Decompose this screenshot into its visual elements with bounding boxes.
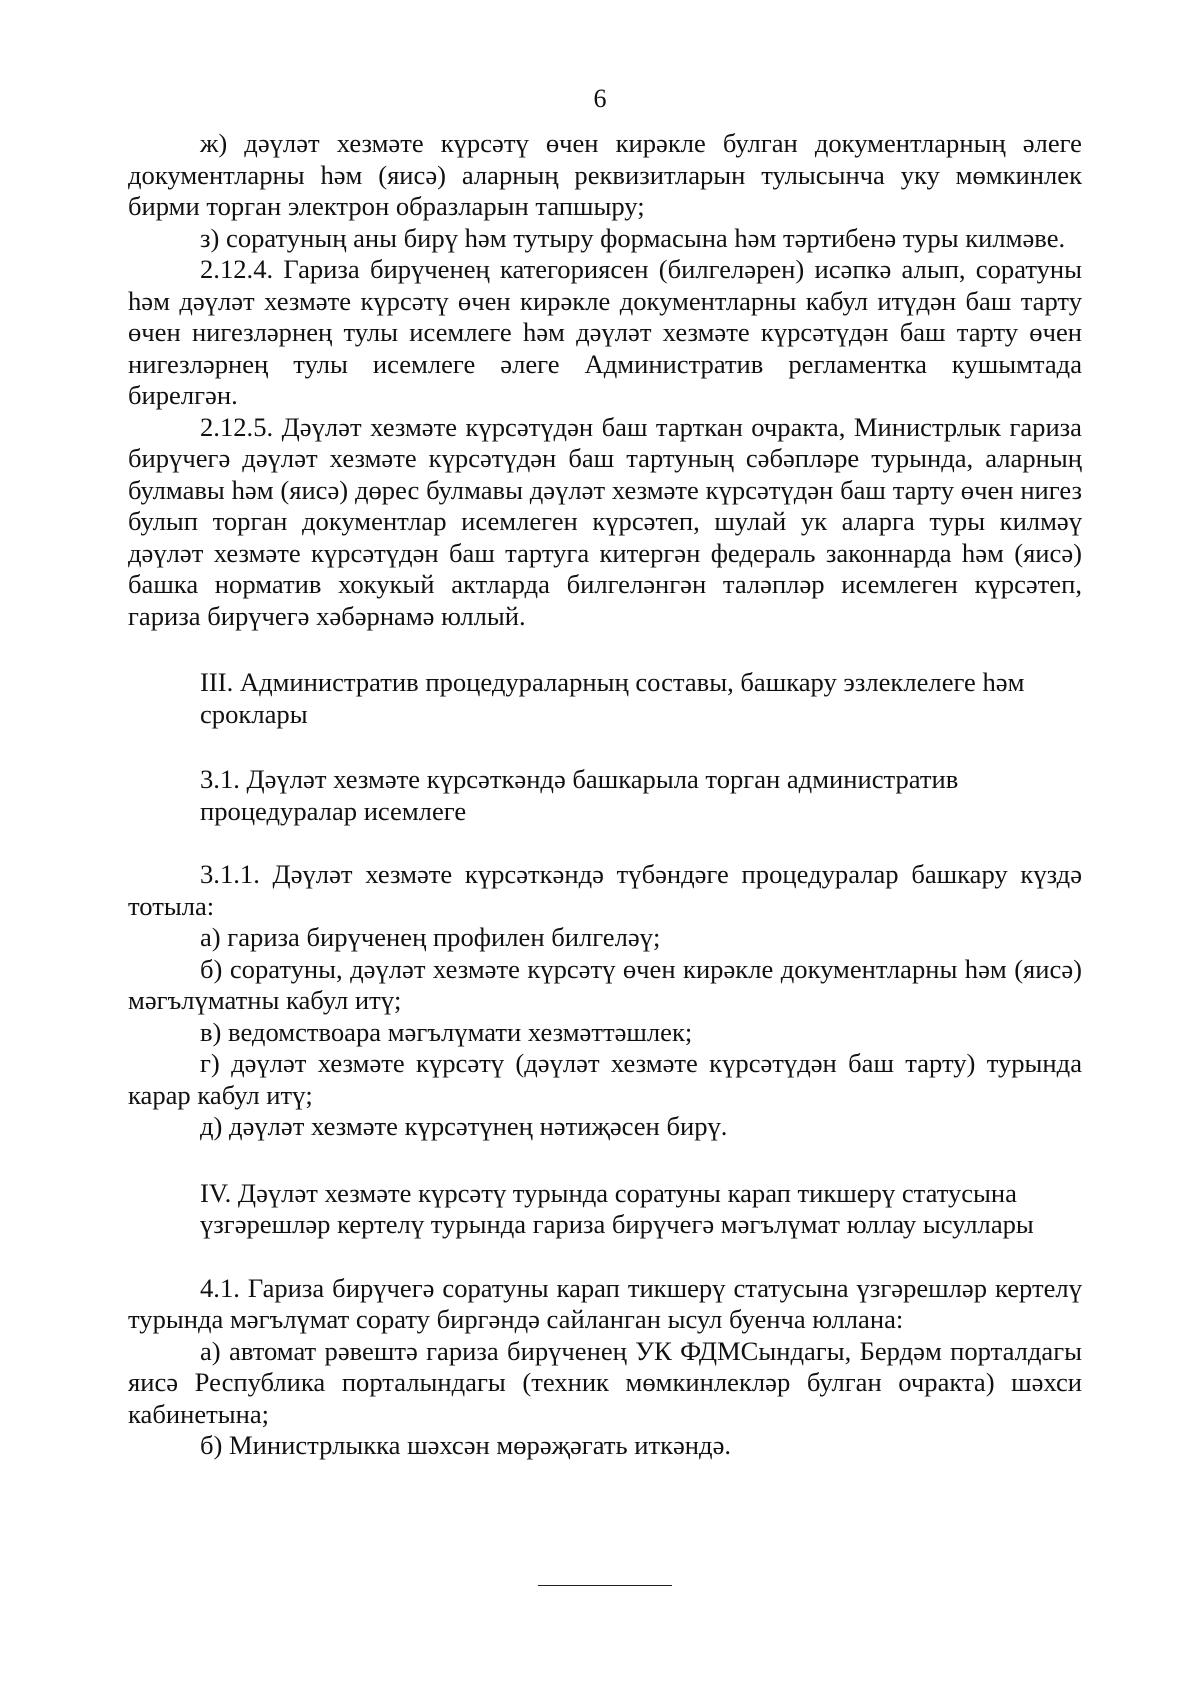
subsection-3-1-heading-line-1: 3.1. Дәүләт хезмәте күрсәткәндә башкарыла торган административ xyxy=(200,764,959,794)
spacer xyxy=(128,1143,1082,1178)
end-divider xyxy=(538,1585,672,1586)
spacer xyxy=(128,632,1082,667)
section-3-heading-line-1: III. Административ процедураларның составы, башкару эзлеклелеге һәм xyxy=(200,667,1025,697)
subsection-3-1-heading-line-2: процедуралар исемлеге xyxy=(200,795,467,826)
paragraph-2-12-5: 2.12.5. Дәүләт хезмәте күрсәтүдән баш тарткан очракта, Министрлык гариза бирүчегә дәүләт хезмәте күрсәтүдән баш тартуның сәбәпләре турында, аларның булмавы һәм (яисә) дөрес булмавы дәүләт хезмәте күрсәтүдән баш тарту өчен нигез булып торган документлар исемлеген күрсәтеп, шулай ук аларга туры килмәү дәүләт хезмәте күрсәтүдән баш тартуга китергән федераль законнарда һәм (яисә) башка норматив хокукый актларда билгеләнгән таләпләр исемлеген күрсәтеп, гариза бирүчегә хәбәрнамә юллый. xyxy=(128,411,1082,631)
paragraph-3-1-1: 3.1.1. Дәүләт хезмәте күрсәткәндә түбәндәге процедуралар башкару күздә тотыла: xyxy=(128,859,1082,921)
paragraph-4-1: 4.1. Гариза бирүчегә соратуны карап тикшерү статусына үзгәрешләр кертелү турында мәгълүмат сорату биргәндә сайланган ысул буенча юллана: xyxy=(128,1272,1082,1334)
document-body xyxy=(128,128,1082,1462)
spacer xyxy=(128,1241,1082,1273)
list-item-b: б) соратуны, дәүләт хезмәте күрсәтү өчен кирәкле документларны һәм (яисә) мәгълүматны кабул итү; xyxy=(128,953,1082,1015)
paragraph-item-z: з) соратуның аны бирү һәм тутыру формасына һәм тәртибенә туры килмәве. xyxy=(200,222,1066,253)
list-item-v: в) ведомствоара мәгълүмати хезмәттәшлек; xyxy=(200,1016,693,1047)
spacer xyxy=(128,827,1082,859)
section-4-heading-line-1: IV. Дәүләт хезмәте күрсәтү турында соратуны карап тикшерү статусына xyxy=(200,1177,1017,1208)
paragraph-item-zh: ж) дәүләт хезмәте күрсәтү өчен кирәкле булган документларның әлеге документларны һәм (яисә) аларның реквизитларын тулысынча уку мөмкинлек бирми торган электрон образларын тапшыру; xyxy=(128,128,1082,221)
list-item-d: д) дәүләт хезмәте күрсәтүнең нәтиҗәсен бирү. xyxy=(200,1111,728,1141)
list-item-a: а) гариза бирүченең профилен билгеләү; xyxy=(200,922,661,952)
list-item-b-4: б) Министрлыкка шәхсән мөрәҗәгать иткәндә. xyxy=(200,1430,732,1460)
page-number: 6 xyxy=(593,84,607,113)
section-3-heading-line-2: сроклары xyxy=(200,698,308,729)
spacer xyxy=(128,730,1082,764)
list-item-a-4: а) автомат рәвештә гариза бирүченең УК ФДМСындагы, Бердәм порталдагы яисә Республика порталындагы (техник мөмкинлекләр булган очракта) шәхси кабинетына; xyxy=(128,1335,1082,1429)
paragraph-2-12-4: 2.12.4. Гариза бирүченең категориясен (билгеләрен) исәпкә алып, соратуны һәм дәүләт хезмәте күрсәтү өчен кирәкле документларны кабул итүдән баш тарту өчен нигезләрнең тулы исемлеге һәм дәүләт хезмәте күрсәтүдән баш тарту өчен нигезләрнең тулы исемлеге әлеге Административ регламентка кушымтада бирелгән. xyxy=(128,254,1082,410)
list-item-g: г) дәүләт хезмәте күрсәтү (дәүләт хезмәте күрсәтүдән баш тарту) турында карар кабул итү; xyxy=(128,1048,1082,1110)
section-4-heading-line-2: үзгәрешләр кертелү турында гариза бирүчегә мәгълүмат юллау ысуллары xyxy=(200,1209,1034,1239)
